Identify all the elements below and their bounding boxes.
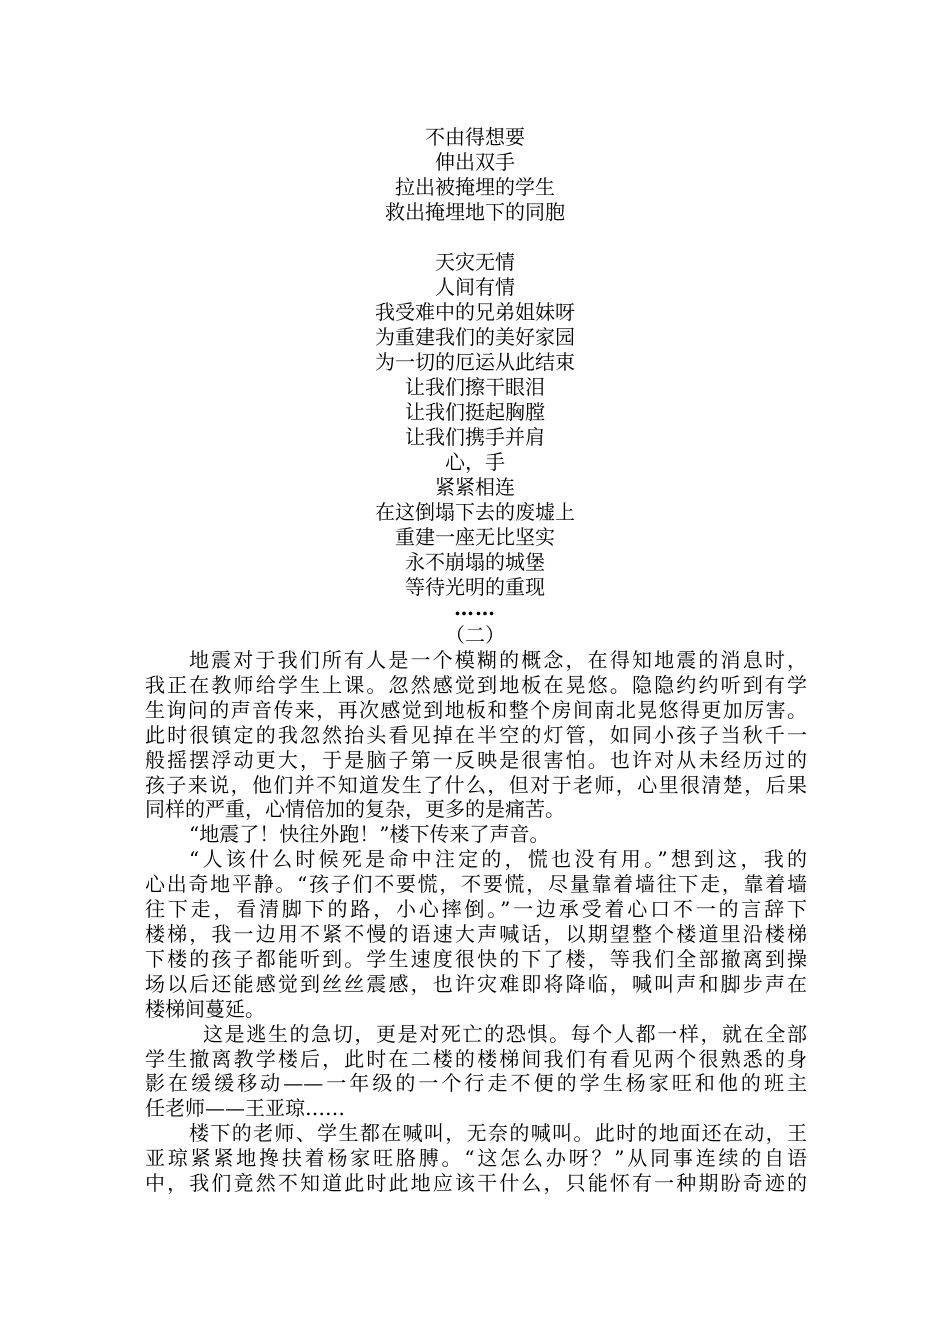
- poem-line: 拉出被掩埋的学生: [395, 175, 555, 199]
- paragraph-line: 影在缓缓移动——一年级的一个行走不便的学生杨家旺和他的班主: [145, 1071, 807, 1096]
- prose-body: [145, 648, 807, 1196]
- paragraph-line: 往下走，看清脚下的路，小心摔倒。”一边承受着心口不一的言辞下: [145, 897, 807, 922]
- poem-line: 不由得想要: [425, 125, 525, 149]
- paragraph-line: 同样的严重，心情倍加的复杂，更多的是痛苦。: [145, 797, 565, 822]
- poem-line: 天灾无情: [435, 250, 515, 274]
- paragraph-line: 楼梯间蔓延。: [145, 996, 265, 1021]
- poem-line: 救出掩埋地下的同胞: [385, 200, 565, 224]
- poem-line: 为重建我们的美好家园: [375, 325, 575, 349]
- paragraph-line: 任老师——王亚琼……: [145, 1096, 345, 1121]
- paragraph-line: 孩子来说，他们并不知道发生了什么，但对于老师，心里很清楚，后果: [145, 772, 807, 797]
- poem-line: 让我们挺起胸膛: [405, 400, 545, 424]
- poem-stanza-2: [145, 250, 805, 600]
- paragraph-line: 生询问的声音传来，再次感觉到地板和整个房间南北晃悠得更加厉害。: [145, 697, 807, 722]
- poem-line: 让我们擦干眼泪: [405, 375, 545, 399]
- poem-line: 心，手: [445, 450, 505, 474]
- paragraph-line: 我正在教师给学生上课。忽然感觉到地板在晃悠。隐隐约约听到有学: [145, 672, 807, 697]
- paragraph-line: “人该什么时候死是命中注定的，慌也没有用。”想到这，我的: [189, 847, 807, 872]
- paragraph-line: 学生撤离教学楼后，此时在二楼的楼梯间我们有看见两个很熟悉的身: [145, 1046, 807, 1071]
- poem-line: 人间有情: [435, 275, 515, 299]
- poem-line: 为一切的厄运从此结束: [375, 350, 575, 374]
- poem-stanza-1: [145, 125, 805, 225]
- paragraph-line: “地震了！快往外跑！”楼下传来了声音。: [189, 822, 550, 847]
- paragraph-line: 地震对于我们所有人是一个模糊的概念，在得知地震的消息时，: [189, 648, 807, 672]
- paragraph-line: 中，我们竟然不知道此时此地应该干什么，只能怀有一种期盼奇迹的: [145, 1171, 807, 1196]
- poem-line: 我受难中的兄弟姐妹呀: [375, 300, 575, 324]
- poem-line: 在这倒塌下去的废墟上: [375, 500, 575, 524]
- poem-line: 重建一座无比坚实: [395, 525, 555, 549]
- paragraph-line: 心出奇地平静。“孩子们不要慌，不要慌，尽量靠着墙往下走，靠着墙: [145, 872, 807, 897]
- poem-ellipsis: ……: [454, 596, 496, 620]
- paragraph-line: 般摇摆浮动更大，于是脑子第一反映是很害怕。也许对从未经历过的: [145, 747, 807, 772]
- section-heading: （二）: [445, 623, 505, 647]
- paragraph-line: 场以后还能感觉到丝丝震感，也许灾难即将降临，喊叫声和脚步声在: [145, 971, 807, 996]
- paragraph-line: 下楼的孩子都能听到。学生速度很快的下了楼，等我们全部撤离到操: [145, 946, 807, 971]
- paragraph-line: 楼梯，我一边用不紧不慢的语速大声喊话，以期望整个楼道里沿楼梯: [145, 921, 807, 946]
- poem-line: 等待光明的重现: [405, 575, 545, 599]
- paragraph-line: 这是逃生的急切，更是对死亡的恐惧。每个人都一样，就在全部: [203, 1021, 807, 1046]
- paragraph-line: 此时很镇定的我忽然抬头看见掉在半空的灯管，如同小孩子当秋千一: [145, 722, 807, 747]
- paragraph-line: 亚琼紧紧地搀扶着杨家旺胳膊。“这怎么办呀？”从同事连续的自语: [145, 1146, 807, 1171]
- poem-line: 伸出双手: [435, 150, 515, 174]
- poem-line: 紧紧相连: [435, 475, 515, 499]
- poem-line: 永不崩塌的城堡: [405, 550, 545, 574]
- paragraph-line: 楼下的老师、学生都在喊叫，无奈的喊叫。此时的地面还在动，王: [189, 1121, 807, 1146]
- poem-line: 让我们携手并肩: [405, 425, 545, 449]
